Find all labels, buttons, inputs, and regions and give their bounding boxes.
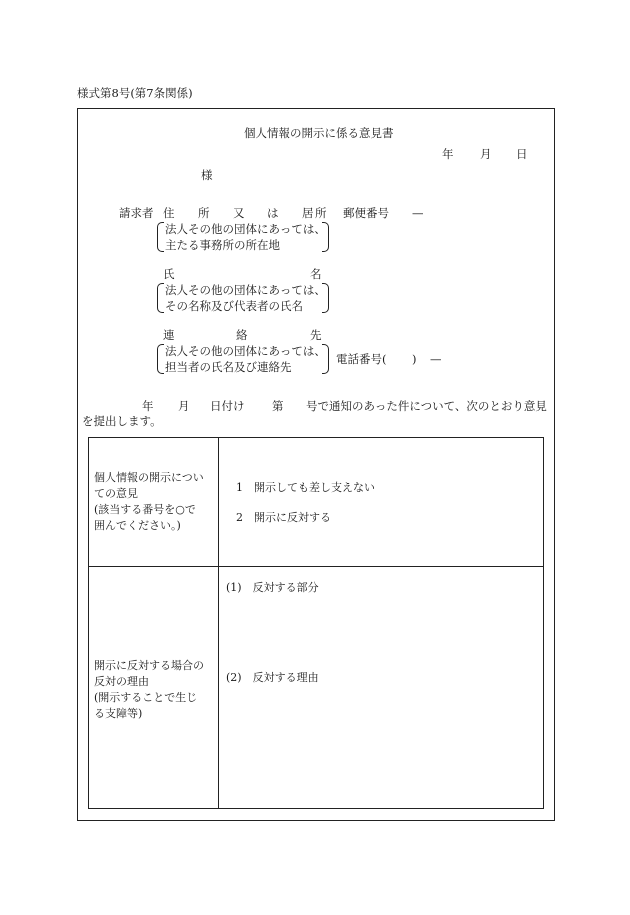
postal-code-label: 郵便番号 — [343, 206, 389, 220]
contact-note-bracket-right — [322, 344, 329, 374]
row1-label: 個人情報の開示につい ての意見 (該当する番号を○で 囲んでください。) — [94, 471, 204, 532]
name-char-2: 名 — [310, 267, 322, 281]
postal-code-dash: — — [412, 206, 424, 220]
address-char-6: 所 — [315, 206, 327, 220]
address-char-1: 住 — [163, 206, 175, 220]
name-note-line1: 法人その他の団体にあっては、 — [165, 283, 326, 297]
address-char-2: 所 — [198, 206, 210, 220]
objection-reason: (2) 反対する理由 — [226, 671, 319, 684]
contact-note-line2: 担当者の氏名及び連絡先 — [165, 360, 292, 374]
option-objection: 2 開示に反対する — [236, 511, 331, 524]
objection-part: (1) 反対する部分 — [226, 581, 319, 594]
option-no-objection: 1 開示しても差し支えない — [236, 481, 375, 494]
address-char-5: 居 — [302, 206, 314, 220]
phone-dash: — — [430, 352, 442, 366]
address-char-4: は — [267, 206, 279, 220]
body-dated: 日付け — [210, 399, 245, 413]
address-char-3: 又 — [233, 206, 245, 220]
row2-label: 開示に反対する場合の 反対の理由 (開示することで生じ る支障等) — [94, 659, 204, 720]
form-reference: 様式第8号(第7条関係) — [77, 86, 193, 100]
addressee-suffix: 様 — [201, 168, 213, 182]
body-number-prefix: 第 — [272, 399, 284, 413]
name-note-bracket-right — [322, 283, 329, 313]
name-char-1: 氏 — [163, 267, 175, 281]
date-day: 日 — [516, 147, 528, 161]
address-note-bracket-left — [157, 222, 164, 252]
name-note-bracket-left — [157, 283, 164, 313]
phone-label: 電話番号( — [336, 352, 387, 366]
date-month: 月 — [480, 147, 492, 161]
address-note-line1: 法人その他の団体にあっては、 — [165, 222, 326, 236]
body-text-line2: を提出します。 — [82, 414, 162, 428]
name-note-line2: その名称及び代表者の氏名 — [165, 299, 303, 313]
table-column-divider — [218, 437, 219, 809]
body-year: 年 — [142, 399, 154, 413]
requester-label: 請求者 — [119, 206, 154, 220]
contact-char-2: 絡 — [236, 328, 248, 342]
form-title: 個人情報の開示に係る意見書 — [244, 126, 394, 140]
contact-note-bracket-left — [157, 344, 164, 374]
body-text-rest: 号で通知のあった件について、次のとおり意見 — [306, 399, 547, 413]
body-month: 月 — [178, 399, 190, 413]
address-note-bracket-right — [322, 222, 329, 252]
contact-char-3: 先 — [310, 328, 322, 342]
contact-char-1: 連 — [163, 328, 175, 342]
address-note-line2: 主たる事務所の所在地 — [165, 238, 280, 252]
date-year: 年 — [442, 147, 454, 161]
contact-note-line1: 法人その他の団体にあっては、 — [165, 344, 326, 358]
table-row-divider — [88, 566, 544, 567]
phone-close-paren: ) — [412, 352, 417, 366]
